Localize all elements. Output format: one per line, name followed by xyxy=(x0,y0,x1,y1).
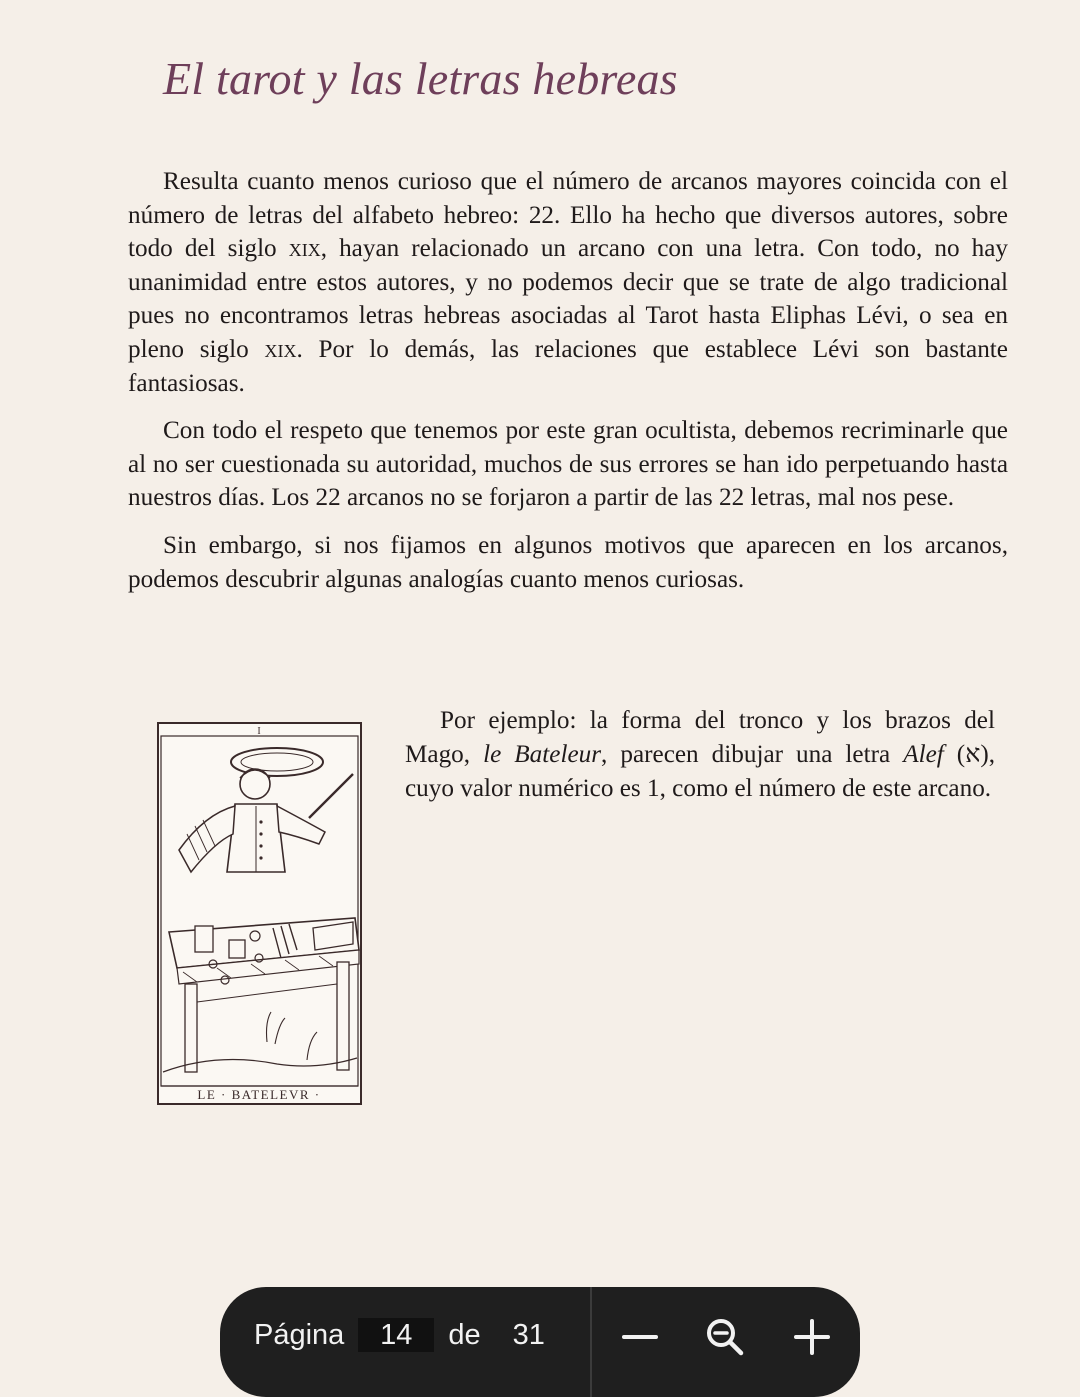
paragraph-1-part-a: Resulta cuanto menos curioso que el número de arcanos mayores coincida con el número de letras del alfabeto hebreo: 22. Ello ha hecho que diversos autores, sobre todo del siglo xyxy=(128,168,1008,263)
page-toolbar xyxy=(220,1287,860,1397)
card-caption: LE · BATELEVR · xyxy=(197,1087,321,1102)
body-text xyxy=(128,165,1008,610)
paragraph-2: Con todo el respeto que tenemos por este gran ocultista, debemos recriminarle que al no ser cuestionada su autoridad, muchos de sus errores se han ido perpetuando hasta nuestros días. Los 22 arcanos no se forjaron a partir de las 22 letras, mal nos pese. xyxy=(128,417,1008,512)
minus-icon xyxy=(618,1315,662,1359)
total-pages: 31 xyxy=(512,1318,545,1351)
of-label: de xyxy=(448,1318,481,1351)
paragraph-3: Sin embargo, si nos fijamos en algunos motivos que aparecen en los arcanos, podemos descubrir algunas analogías cuanto menos curiosas. xyxy=(128,531,1008,593)
paragraph-1-part-b: , hayan relacionado un arcano con una letra. Con todo, no hay unanimidad entre estos autores, y no podemos decir que se trate de algo tradicional pues no encontramos letras hebreas asociadas al Tarot hasta Eliphas Lévi, o sea en pleno siglo xyxy=(128,235,1008,363)
paragraph-1-part-c: . Por lo demás, las relaciones que establece Lévi son bastante fantasiosas. xyxy=(128,335,1008,397)
magnifier-icon xyxy=(702,1315,746,1359)
side-part-a: Por ejemplo: la forma del tronco y los brazos del Mago, xyxy=(405,707,995,768)
paragraph-1 xyxy=(128,165,1008,400)
side-part-b: , parecen dibujar una letra xyxy=(601,740,904,768)
zoom-in-button[interactable] xyxy=(790,1315,834,1359)
tarot-card-illustration xyxy=(157,722,362,1105)
side-paragraph xyxy=(405,704,995,805)
page-label: Página xyxy=(254,1318,345,1351)
page-indicator xyxy=(254,1315,545,1355)
zoom-out-button[interactable] xyxy=(618,1315,662,1359)
toolbar-divider xyxy=(590,1287,592,1397)
zoom-button[interactable] xyxy=(702,1315,746,1359)
emphasis-bateleur: le Bateleur xyxy=(483,740,602,768)
century-numeral: xix xyxy=(288,235,321,263)
emphasis-alef: Alef xyxy=(903,740,944,768)
side-part-c: (א), cuyo valor numérico es 1, como el número de este arcano. xyxy=(405,740,995,802)
page-number-input[interactable] xyxy=(358,1318,434,1352)
plus-icon xyxy=(790,1315,834,1359)
century-numeral: xix xyxy=(264,335,297,363)
card-number: I xyxy=(257,726,261,737)
page-title: El tarot y las letras hebreas xyxy=(163,53,678,104)
